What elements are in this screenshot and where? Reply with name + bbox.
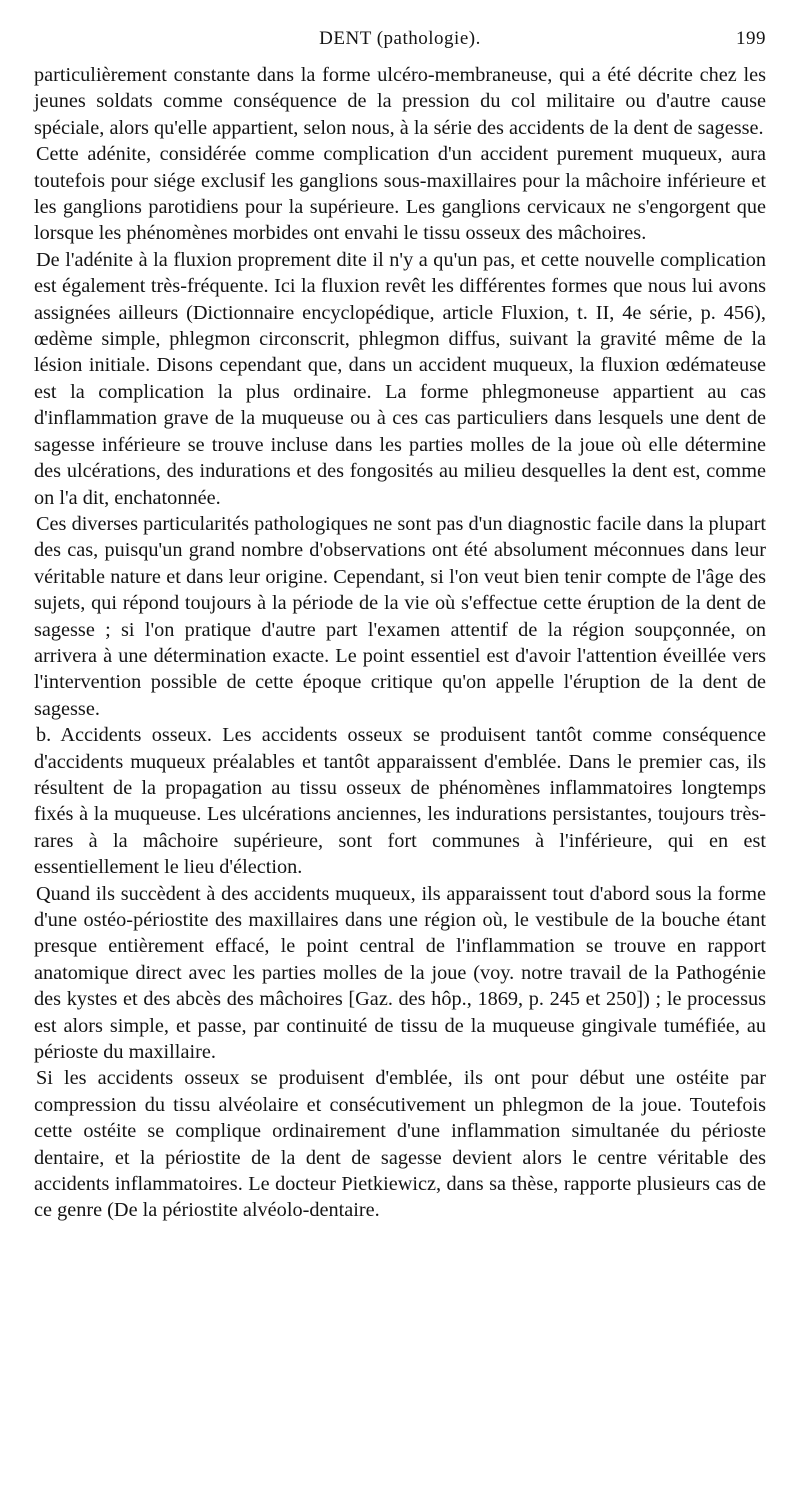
paragraph-2: Cette adénite, considérée comme complication d'un accident purement muqueux, aura toutefois pour siége exclusif les ganglions sous-maxillaires pour la mâchoire inférieure et les ganglions parotidiens pour la supérieure. Les ganglions cervicaux ne s'engorgent que lorsque les phénomènes morbides ont envahi le tissu osseux des mâchoires. <box>34 143 766 245</box>
paragraph-4: Ces diverses particularités pathologiques ne sont pas d'un diagnostic facile dans la plupart des cas, puisqu'un grand nombre d'observations ont été absolument méconnues dans leur véritable nature et dans leur origine. Cependant, si l'on veut bien tenir compte de l'âge des sujets, qui répond toujours à la période de la vie où s'effectue cette éruption de la dent de sagesse ; si l'on pratique d'autre part l'examen attentif de la région soupçonnée, on arrivera à une détermination exacte. Le point essentiel est d'avoir l'attention éveillée vers l'intervention possible de cette époque critique qu'on appelle l'éruption de la dent de sagesse. <box>34 512 766 720</box>
paragraph-5: b. Accidents osseux. Les accidents osseux se produisent tantôt comme conséquence d'accidents muqueux préalables et tantôt apparaissent d'emblée. Dans le premier cas, ils résultent de la propagation au tissu osseux de phénomènes inflammatoires longtemps fixés à la muqueuse. Les ulcérations anciennes, les indurations persistantes, toujours très-rares à la mâchoire supérieure, sont fort communes à l'inférieure, qui en est essentiellement le lieu d'élection. <box>34 724 766 879</box>
document-page <box>34 28 766 1224</box>
page-number: 199 <box>736 28 766 49</box>
running-header <box>34 28 766 62</box>
paragraph-3: De l'adénite à la fluxion proprement dite il n'y a qu'un pas, et cette nouvelle complication est également très-fréquente. Ici la fluxion revêt les différentes formes que nous lui avons assignées ailleurs (Dictionnaire encyclopédique, article Fluxion, t. II, 4e série, p. 456), œdème simple, phlegmon circonscrit, phlegmon diffus, suivant la gravité même de la lésion initiale. Disons cependant que, dans un accident muqueux, la fluxion œdémateuse est la complication la plus ordinaire. La forme phlegmoneuse appartient au cas d'inflammation grave de la muqueuse ou à ces cas particuliers dans lesquels une dent de sagesse inférieure se trouve incluse dans les parties molles de la joue où elle détermine des ulcérations, des indurations et des fongosités au milieu desquelles la dent est, comme on l'a dit, enchatonnée. <box>34 248 766 509</box>
paragraph-7: Si les accidents osseux se produisent d'emblée, ils ont pour début une ostéite par compression du tissu alvéolaire et consécutivement un phlegmon de la joue. Toutefois cette ostéite se complique ordinairement d'une inflammation simultanée du périoste dentaire, et la périostite de la dent de sagesse devient alors le centre véritable des accidents inflammatoires. Le docteur Pietkiewicz, dans sa thèse, rapporte plusieurs cas de ce genre (De la périostite alvéolo-dentaire. <box>34 1067 766 1222</box>
paragraph-6: Quand ils succèdent à des accidents muqueux, ils apparaissent tout d'abord sous la forme d'une ostéo-périostite des maxillaires dans une région où, le vestibule de la bouche étant presque entièrement effacé, le point central de l'inflammation se trouve en rapport anatomique direct avec les parties molles de la joue (voy. notre travail de la Pathogénie des kystes et des abcès des mâchoires [Gaz. des hôp., 1869, p. 245 et 250]) ; le processus est alors simple, et passe, par continuité de tissu de la muqueuse gingivale tuméfiée, au périoste du maxillaire. <box>34 882 766 1064</box>
paragraph-1: particulièrement constante dans la forme ulcéro-membraneuse, qui a été décrite chez les jeunes soldats comme conséquence de la pression du col militaire ou d'autre cause spéciale, alors qu'elle appartient, selon nous, à la série des accidents de la dent de sagesse. <box>34 64 766 139</box>
running-title: DENT (pathologie). <box>319 28 481 49</box>
body-text <box>34 62 766 1224</box>
